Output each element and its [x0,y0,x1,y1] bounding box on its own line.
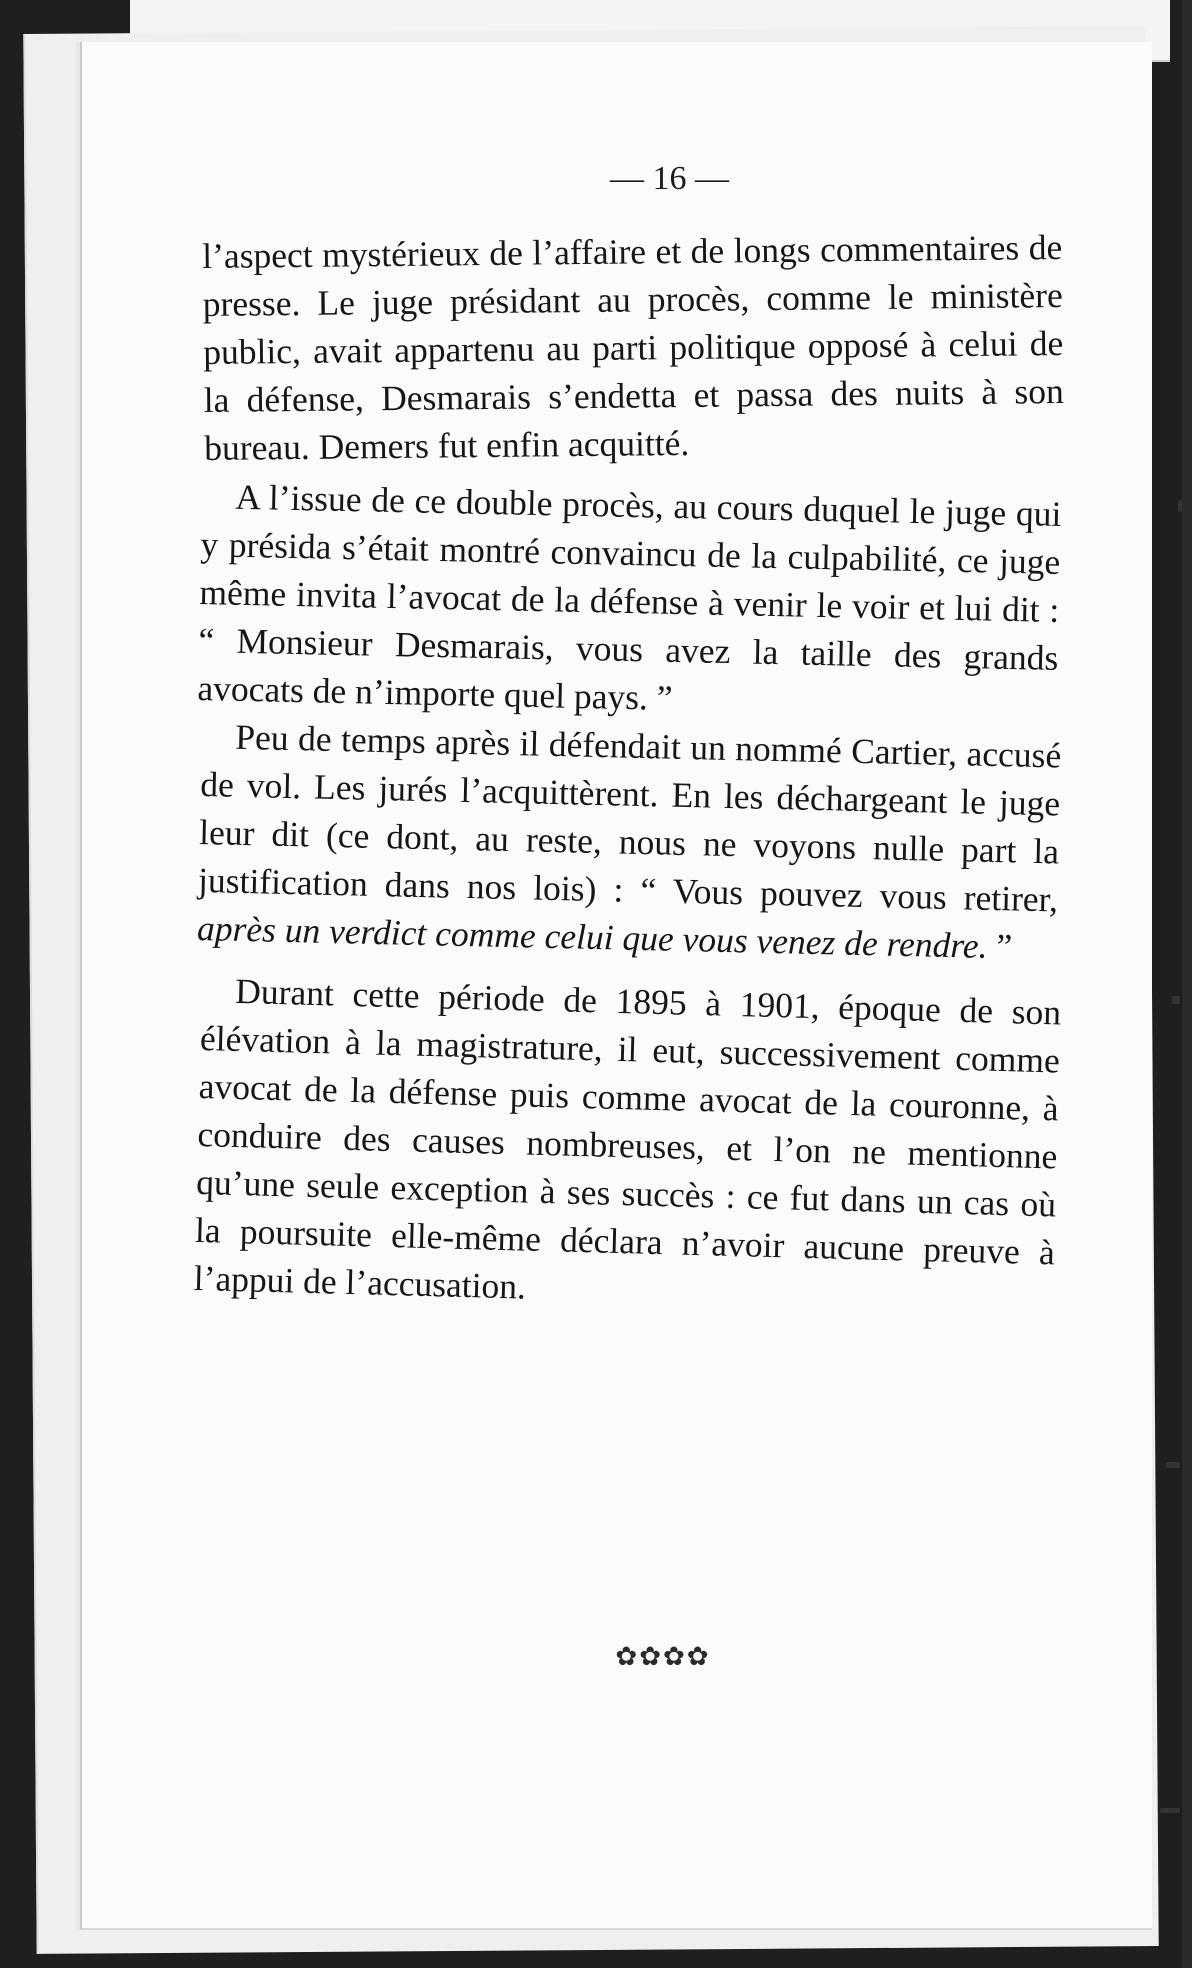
paragraph-3-italic-quote: après un verdict comme celui que vous venez de rendre. [196,907,988,966]
body-text [193,226,1064,1307]
paragraph-3 [197,712,1062,971]
paragraph-2: A l’issue de ce double procès, au cours duquel le juge qui y présida s’était montré convaincu de la culpabilité, ce juge même invita l’avocat de la défense à venir le voir et lui dit : “ Monsieur Desmarais, vous avez la taille des grands avocats de n’importe quel pays. ” [197,476,1062,718]
scan-speck [1178,500,1182,512]
end-ornament: ✿✿✿✿ [615,1642,711,1672]
scan-speck [1160,1808,1180,1813]
scan-speck [1172,996,1180,1004]
book-page [80,42,1152,1930]
paragraph-4: Durant cette période de 1895 à 1901, époque de son élévation à la magistrature, il eut, successivement comme avocat de la défense puis comme avocat de la couronne, à conduire des causes nombreuses, et l’on ne mentionne qu’une seule exception à ses succès : ce fut dans un cas où la poursuite elle-même déclara n’avoir aucune preuve à l’appui de l’accusation. [193,970,1062,1307]
page-number: — 16 — [610,160,729,197]
scan-edge [1182,0,1192,1968]
scan-speck [1166,1462,1180,1468]
paragraph-3-tail: ” [987,925,1013,967]
paragraph-1: l’aspect mystérieux de l’affaire et de longs commentaires de presse. Le juge présidant au procès, comme le ministère public, avait appartenu au parti politique opposé à celui de la défense, Desmarais s’endetta et passa des nuits à son bureau. Demers fut enfin acquitté. [202,226,1064,468]
paragraph-3-text: Peu de temps après il défendait un nommé Cartier, accusé de vol. Les jurés l’acquittèrent. En les déchargeant le juge leur dit (ce dont, au reste, nous ne voyons nulle part la justification dans nos lois) : “ Vous pouvez vous retirer, [197,716,1062,920]
